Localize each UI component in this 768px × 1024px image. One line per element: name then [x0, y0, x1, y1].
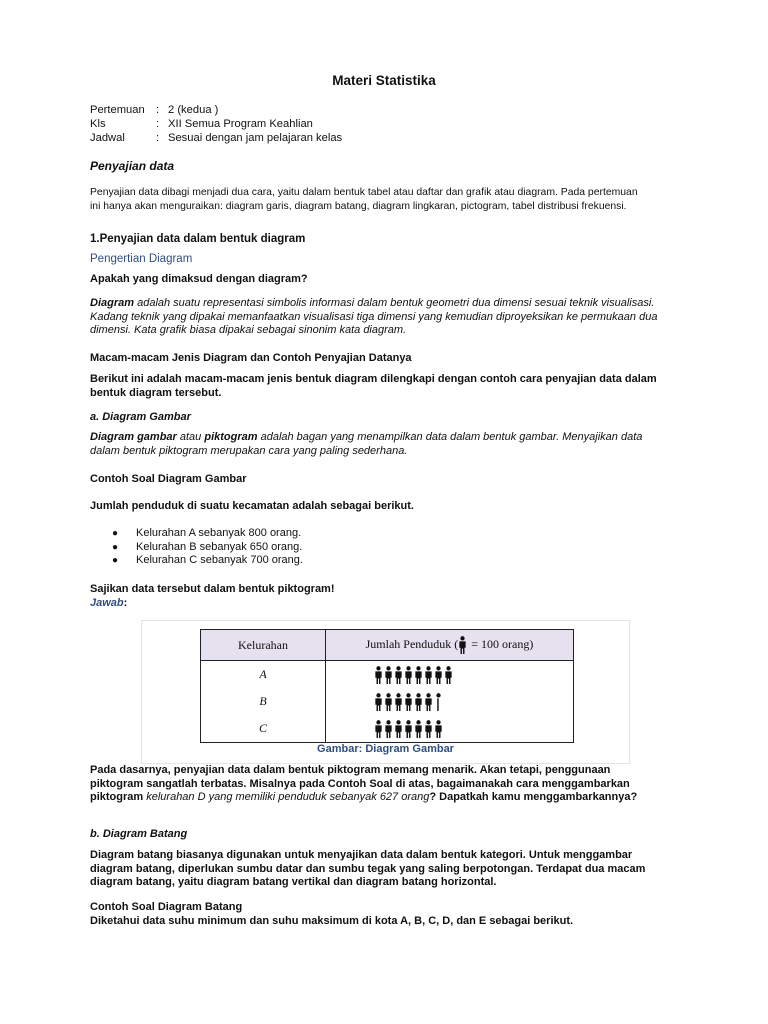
list-item: [112, 554, 303, 568]
definition-paragraph: [90, 297, 686, 338]
row-label: A: [201, 661, 326, 689]
list-item-text: Kelurahan A sebanyak 800 orang.: [136, 527, 302, 539]
meta-value: 2 (kedua ): [168, 104, 219, 116]
diketahui-paragraph: Diketahui data suhu minimum dan suhu maksimum di kota A, B, C, D, dan E sebagai berikut.: [90, 915, 574, 927]
meta-colon: :: [156, 104, 160, 116]
person-icon: [384, 666, 393, 684]
diagram-gambar-paragraph: [90, 431, 650, 458]
pada-text-2: ? Dapatkah kamu menggambarkannya?: [429, 791, 638, 804]
meta-value: XII Semua Program Keahlian: [168, 118, 313, 130]
meta-key: Kls: [90, 118, 106, 130]
diagram-gambar-text: adalah bagan yang menampilkan data dalam bentuk gambar. Menyajikan data dalam bentuk piktogram merupakan cara yang paling sederhana.: [90, 431, 643, 457]
person-icon: [414, 693, 423, 711]
person-icon: [434, 720, 443, 738]
bullet-icon: ●: [112, 541, 119, 553]
definition-text: adalah suatu representasi simbolis informasi dalam bentuk geometri dua dimensi sesuai teknik visualisasi. Kadang teknik yang dipakai memanfaatkan visualisasi tiga dimensi yang kemudian diproyeksikan ke permukaan dua dimensi. Kata grafik biasa dipakai sebagai sinonim kata diagram.: [90, 297, 658, 337]
row-label: B: [201, 688, 326, 715]
table-row: [201, 688, 574, 715]
jawab-label: [90, 597, 127, 609]
jawab-word: Jawab: [90, 597, 124, 609]
figure-caption: Gambar: Diagram Gambar: [317, 743, 454, 755]
connector-text: atau: [176, 431, 205, 443]
heading-diagram-gambar: a. Diagram Gambar: [90, 411, 191, 423]
term-piktogram: piktogram: [204, 431, 258, 443]
meta-key: Jadwal: [90, 132, 125, 144]
list-item-text: Kelurahan C sebanyak 700 orang.: [136, 554, 303, 567]
row-label: C: [201, 715, 326, 743]
pada-dasarnya-paragraph: [90, 764, 660, 805]
person-icon: [458, 636, 467, 654]
person-icon: [424, 720, 433, 738]
heading-contoh-gambar: Contoh Soal Diagram Gambar: [90, 473, 247, 485]
jawab-colon: :: [123, 597, 128, 609]
person-icon: [404, 693, 413, 711]
question-diagram: Apakah yang dimaksud dengan diagram?: [90, 273, 308, 285]
heading-diagram-batang: b. Diagram Batang: [90, 828, 188, 840]
intro-paragraph: Penyajian data dibagi menjadi dua cara, yaitu dalam bentuk tabel atau daftar dan grafik atau diagram. Pada pertemuan ini hanya akan menguraikan: diagram garis, diagram batang, diagram lingkaran, pictogram, tabel distribusi frekuensi.: [90, 187, 638, 212]
person-icon: [374, 693, 383, 711]
list-item: [112, 527, 303, 541]
person-icon: [404, 666, 413, 684]
pada-italic: kelurahan D yang memiliki penduduk sebanyak 627 orang: [146, 791, 430, 804]
person-icon: [424, 693, 433, 711]
pictogram-header-row: [201, 630, 574, 661]
meta-colon: :: [156, 118, 160, 130]
person-icon: [394, 693, 403, 711]
heading-penyajian-diagram: 1.Penyajian data dalam bentuk diagram: [90, 233, 306, 245]
table-row: [201, 661, 574, 689]
person-icon: [384, 693, 393, 711]
list-item-text: Kelurahan B sebanyak 650 orang.: [136, 540, 303, 553]
diagram-batang-paragraph: Diagram batang biasanya digunakan untuk menyajikan data dalam bentuk kategori. Untuk menggambar diagram batang, diperlukan sumbu datar dan sumbu tegak yang saling berpotongan. Terdapat dua macam diagram batang, yaitu diagram batang vertikal dan diagram batang horizontal.: [90, 849, 646, 889]
heading-contoh-batang: Contoh Soal Diagram Batang: [90, 901, 243, 913]
pictogram-icons: [326, 661, 574, 689]
definition-term: Diagram: [90, 297, 135, 309]
heading-pengertian: Pengertian Diagram: [90, 253, 193, 265]
meta-key: Pertemuan: [90, 104, 145, 116]
person-icon: [414, 666, 423, 684]
doc-title: Materi Statistika: [332, 73, 436, 88]
table-row: [201, 715, 574, 743]
bullet-icon: ●: [112, 555, 119, 567]
person-icon: [394, 720, 403, 738]
person-icon: [434, 666, 443, 684]
header-kelurahan: Kelurahan: [201, 630, 326, 661]
heading-macam: Macam-macam Jenis Diagram dan Contoh Penyajian Datanya: [90, 352, 412, 364]
header-jumlah-pre: Jumlah Penduduk (: [365, 636, 459, 651]
person-icon: [404, 720, 413, 738]
person-icon: [444, 666, 453, 684]
bullet-icon: ●: [112, 528, 119, 539]
person-icon: [424, 666, 433, 684]
person-icon: [374, 666, 383, 684]
section-penyajian-heading: Penyajian data: [90, 159, 175, 173]
pictogram-icons: [326, 715, 574, 743]
meta-value: Sesuai dengan jam pelajaran kelas: [168, 132, 343, 144]
pictogram-icons: [326, 688, 574, 715]
meta-colon: :: [156, 132, 160, 144]
jumlah-paragraph: Jumlah penduduk di suatu kecamatan adalah sebagai berikut.: [90, 500, 414, 512]
header-jumlah-post: = 100 orang): [468, 636, 534, 651]
pictogram-table: [200, 629, 574, 743]
person-icon: [414, 720, 423, 738]
list-item: [112, 541, 303, 555]
macam-paragraph: Berikut ini adalah macam-macam jenis bentuk diagram dilengkapi dengan contoh cara penyajian data dalam bentuk diagram tersebut.: [90, 373, 657, 399]
person-icon: [374, 720, 383, 738]
sajikan-instruction: Sajikan data tersebut dalam bentuk piktogram!: [90, 583, 335, 595]
person-icon: [394, 666, 403, 684]
pada-text-1: Pada dasarnya, penyajian data dalam bentuk piktogram memang menarik. Akan tetapi, penggunaan piktogram sangatlah terbatas. Misalnya pada Contoh Soal di atas, bagaimanakah cara menggambarkan piktogram: [90, 764, 630, 804]
pictogram-figure: [141, 620, 630, 764]
term-diagram-gambar: Diagram gambar: [90, 431, 177, 443]
header-jumlah: [326, 630, 574, 661]
kelurahan-list: [112, 527, 303, 568]
half-person-icon: [434, 693, 443, 711]
person-icon: [384, 720, 393, 738]
